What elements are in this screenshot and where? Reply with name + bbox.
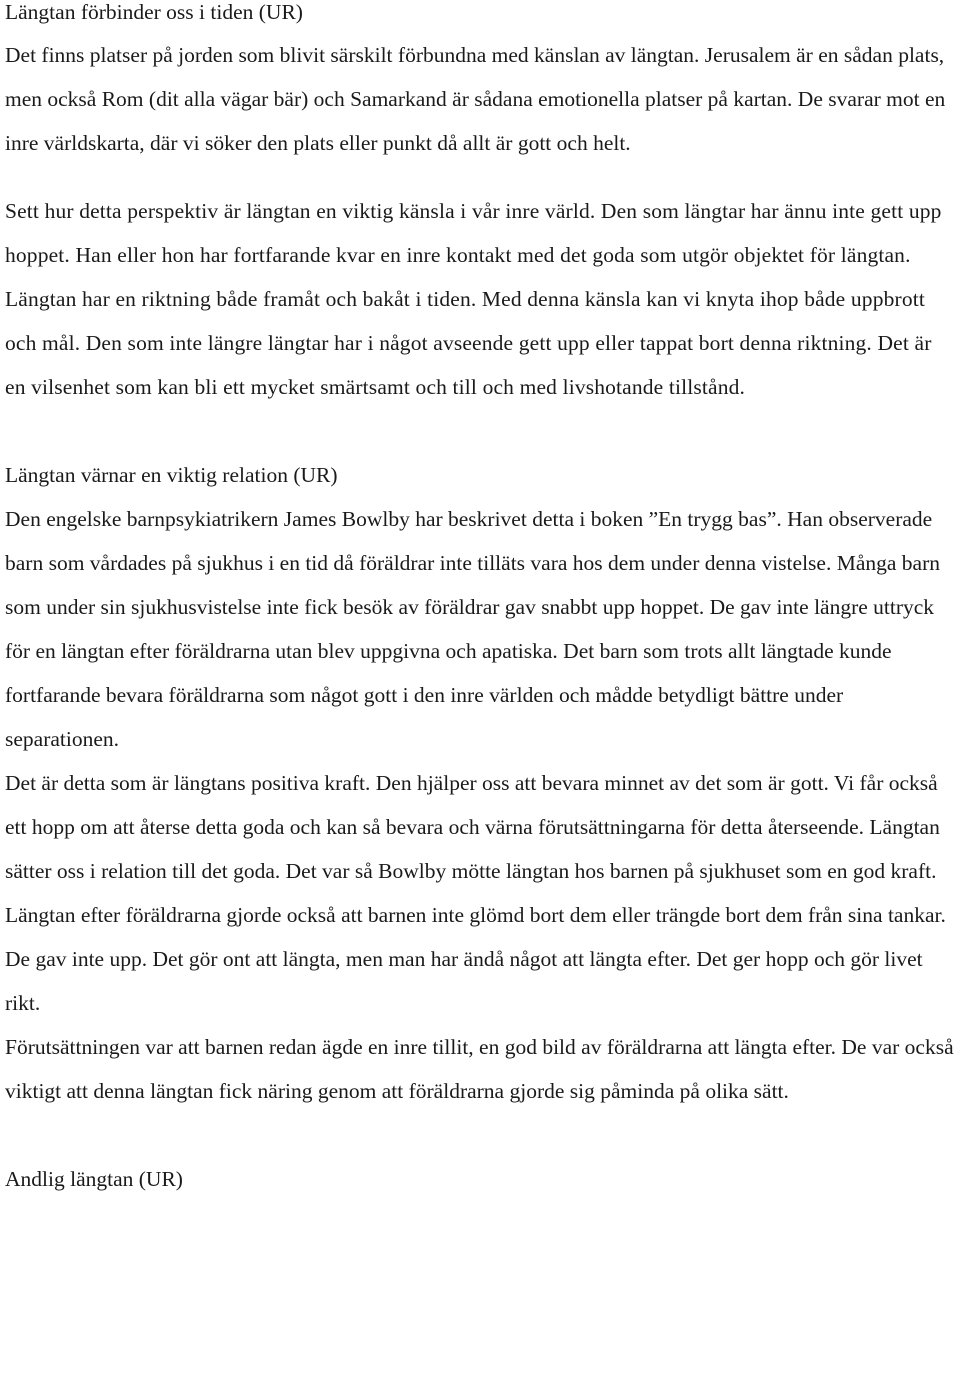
paragraph: Förutsättningen var att barnen redan ägde en inre tillit, en god bild av föräldrarna att längta efter. De var också viktigt att denna längtan fick näring genom att föräldrarna gjorde sig påminda på olika sätt.: [5, 1035, 954, 1103]
section-spiritual-longing: [5, 1157, 955, 1201]
section-heading: Längtan förbinder oss i tiden (UR): [5, 0, 303, 24]
paragraph: Det finns platser på jorden som blivit särskilt förbundna med känslan av längtan. Jerusalem är en sådan plats, men också Rom (dit alla vägar bär) och Samarkand är sådana emotionella platser på kartan. De svarar mot en inre världskarta, där vi söker den plats eller punkt då allt är gott och helt.: [5, 43, 946, 155]
section-heading: Andlig längtan (UR): [5, 1167, 183, 1191]
paragraph: Sett hur detta perspektiv är längtan en viktig känsla i vår inre värld. Den som längtar har ännu inte gett upp hoppet. Han eller hon har fortfarande kvar en inre kontakt med det goda som utgör objektet för längtan. Längtan har en riktning både framåt och bakåt i tiden. Med denna känsla kan vi knyta ihop både uppbrott och mål. Den som inte längre längtar har i något avseende gett upp eller tappat bort denna riktning. Det är en vilsenhet som kan bli ett mycket smärtsamt och till och med livshotande tillstånd.: [5, 199, 942, 399]
section-gap: [5, 409, 955, 453]
section-longing-relation: [5, 453, 955, 1113]
paragraph-gap: [5, 165, 955, 189]
paragraph: Det är detta som är längtans positiva kraft. Den hjälper oss att bevara minnet av det som är gott. Vi får också ett hopp om att återse detta goda och kan så bevara och värna förutsättningarna för detta återseende. Längtan sätter oss i relation till det goda. Det var så Bowlby mötte längtan hos barnen på sjukhuset som en god kraft. Längtan efter föräldrarna gjorde också att barnen inte glömd bort dem eller trängde bort dem från sina tankar. De gav inte upp. Det gör ont att längta, men man har ändå något att längta efter. Det ger hopp och gör livet rikt.: [5, 771, 946, 1015]
section-gap: [5, 1113, 955, 1157]
section-heading: Längtan värnar en viktig relation (UR): [5, 463, 338, 487]
section-longing-time: [5, 0, 955, 409]
document-page: [5, 0, 955, 1201]
paragraph: Den engelske barnpsykiatrikern James Bowlby har beskrivet detta i boken ”En trygg bas”. Han observerade barn som vårdades på sjukhus i en tid då föräldrar inte tilläts vara hos dem under denna vistelse. Många barn som under sin sjukhusvistelse inte fick besök av föräldrar gav snabbt upp hoppet. De gav inte längre uttryck för en längtan efter föräldrarna utan blev uppgivna och apatiska. Det barn som trots allt längtade kunde fortfarande bevara föräldrarna som något gott i den inre världen och mådde betydligt bättre under separationen.: [5, 507, 940, 751]
